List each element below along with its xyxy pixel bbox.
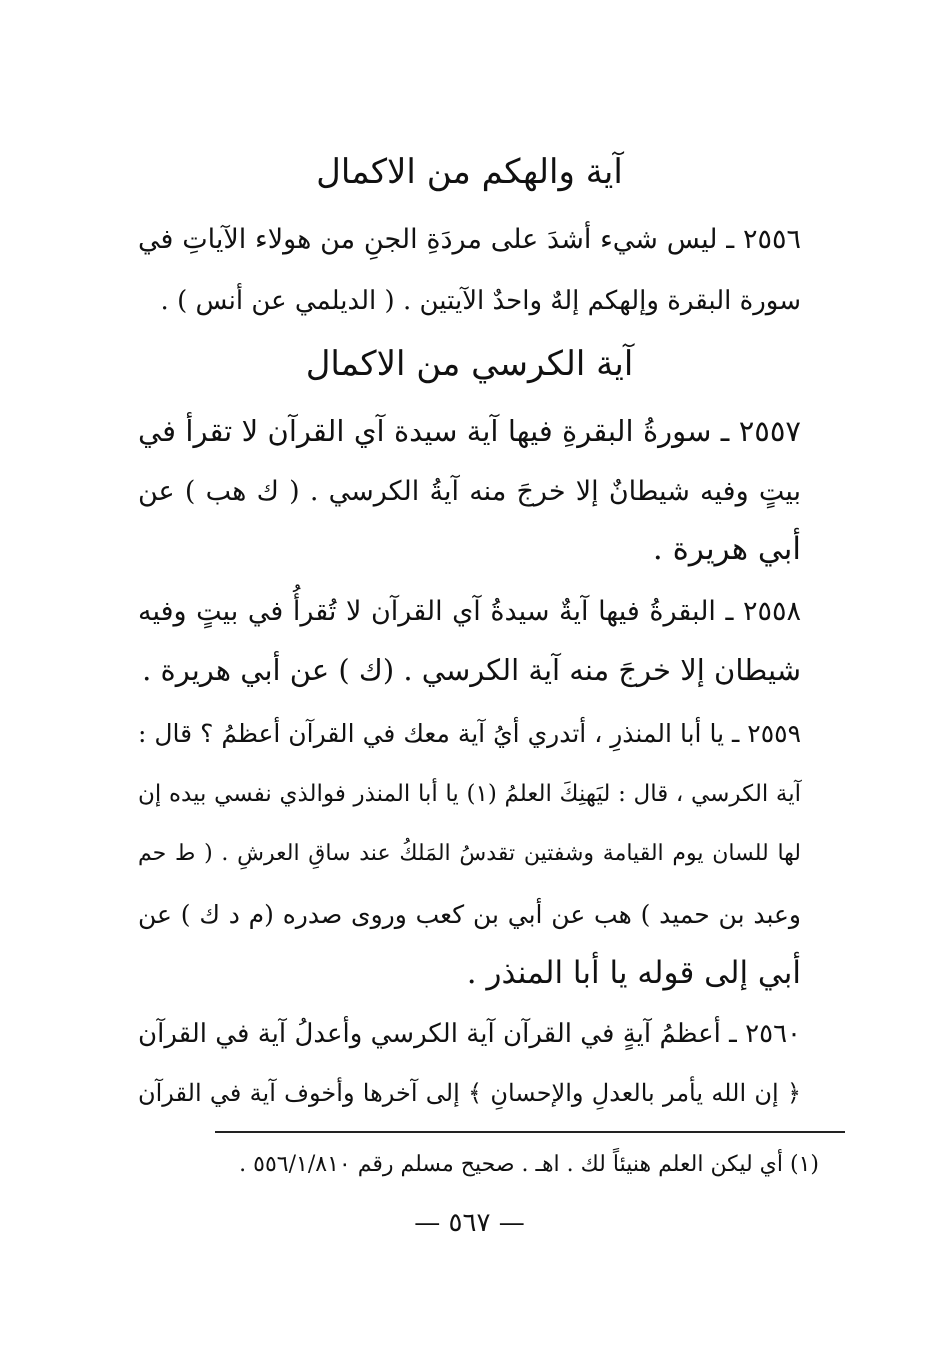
- text-line: ٢٥٥٩ ـ يا أبا المنذرِ ، أتدري أيُ آية معك في القرآن أعظمُ ؟ قال :: [138, 719, 801, 748]
- page-number: — ٥٦٧ —: [414, 1208, 525, 1238]
- text-line: ٢٥٥٧ ـ سورةُ البقرةِ فيها آية سيدة آي القرآن لا تقرأ في: [138, 414, 801, 448]
- text-line: لها للسان يوم القيامة وشفتين تقدسُ المَلكُ عند ساقِ العرشِ . ( ط حم: [138, 841, 801, 866]
- text-line: آية الكرسي ، قال : ليَهنِكَ العلمُ (١) يا أبا المنذر فوالذي نفسي بيده إن: [138, 781, 801, 807]
- footnote-divider: [215, 1131, 845, 1133]
- text-line: بيتٍ وفيه شيطانٌ إلا خرجَ منه آيةُ الكرسي . ( ك هب ) عن: [138, 476, 801, 507]
- section-heading: آية والهكم من الاكمال: [316, 152, 623, 192]
- section-heading: آية الكرسي من الاكمال: [305, 344, 634, 384]
- text-line: ٢٥٥٦ ـ ليس شيء أشدَ على مردَةِ الجنِ من هولاء الآياتِ في: [138, 224, 801, 255]
- text-line: أبي إلى قوله يا أبا المنذر .: [466, 955, 801, 991]
- text-line: ٢٥٦٠ ـ أعظمُ آيةٍ في القرآن آية الكرسي وأعدلُ آية في القرآن: [138, 1019, 801, 1049]
- text-line: أبي هريرة .: [652, 531, 801, 567]
- text-line: ﴿ إن الله يأمر بالعدلِ والإحسانِ ﴾ إلى آخرها وأخوف آية في القرآن: [138, 1079, 801, 1107]
- text-line: شيطان إلا خرجَ منه آية الكرسي . (ك ) عن أبي هريرة .: [142, 653, 801, 687]
- footnote: (١) أي ليكن العلم هنيئاً لك . اهـ . صحيح مسلم رقم ٥٥٦/١/٨١٠ .: [239, 1152, 819, 1177]
- text-line: وعبد بن حميد ) هب عن أبي بن كعب وروى صدره (م د ك ) عن: [138, 900, 801, 929]
- text-line: سورة البقرة وإلهكم إلهٌ واحدٌ الآيتين . ( الديلمي عن أنس ) .: [160, 286, 801, 316]
- text-line: ٢٥٥٨ ـ البقرةُ فيها آيةٌ سيدةُ آي القرآن لا تُقرأُ في بيتٍ وفيه: [138, 596, 801, 627]
